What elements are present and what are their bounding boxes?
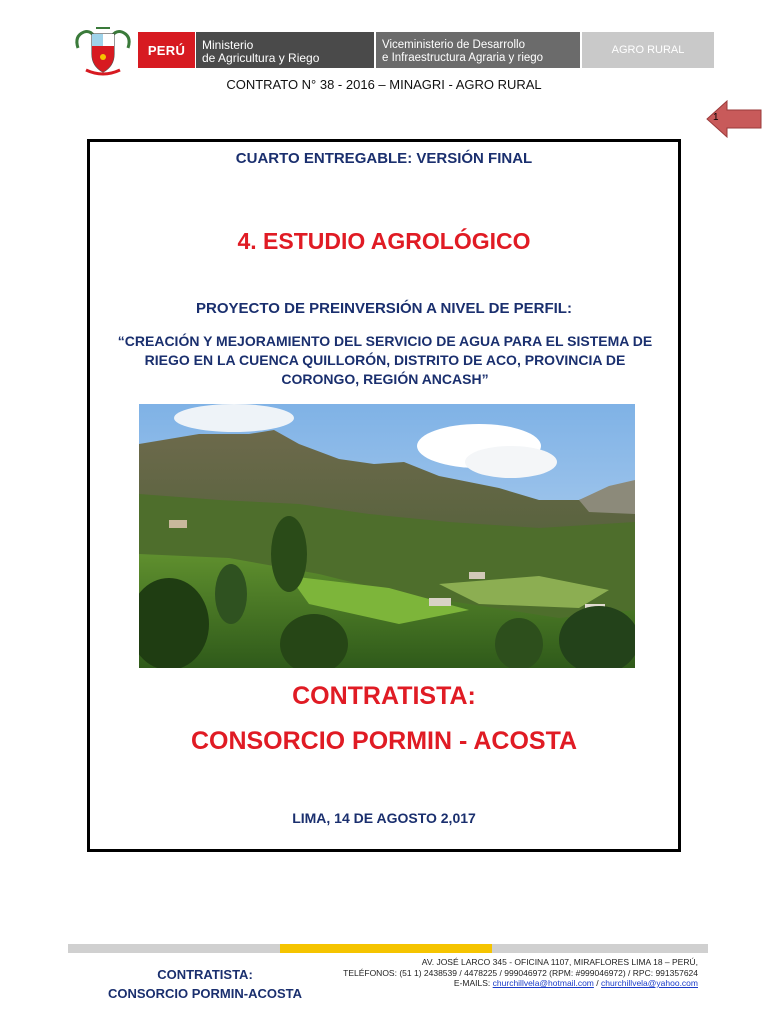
vice-line2: e Infraestructura Agraria y riego [382, 52, 544, 64]
peru-coat-of-arms-icon [72, 26, 134, 76]
footer-bar-gray-left [68, 944, 280, 953]
mountain-landscape-photo [139, 404, 635, 668]
email-link-yahoo[interactable]: churchillvela@yahoo.com [601, 978, 698, 988]
project-description: “CREACIÓN Y MEJORAMIENTO DEL SERVICIO DE AGUA PARA EL SISTEMA DE RIEGO EN LA CUENCA QUILLORÓN, DISTRITO DE ACO, PROVINCIA DE CORONGO, REGIÓN ANCASH” [117, 333, 653, 387]
contract-number: CONTRATO N° 38 - 2016 – MINAGRI - AGRO RURAL [226, 77, 542, 92]
footer-emails [278, 978, 698, 989]
footer-address: AV. JOSÉ LARCO 345 - OFICINA 1107, MIRAFLORES LIMA 18 – PERÚ, [421, 957, 698, 967]
email-link-hotmail[interactable]: churchillvela@hotmail.com [492, 978, 594, 988]
footer-contact [278, 957, 698, 989]
contractor-label: CONTRATISTA: [292, 682, 476, 710]
deliverable-title: CUARTO ENTREGABLE: VERSIÓN FINAL [235, 150, 533, 167]
email-separator: / [596, 978, 599, 988]
study-title: 4. ESTUDIO AGROLÓGICO [237, 228, 531, 254]
footer-bar-gray-right [492, 944, 708, 953]
emails-label: E-MAILS: [453, 978, 491, 988]
footer-contractor-label: CONTRATISTA: [157, 967, 253, 982]
cover-frame [87, 139, 681, 852]
project-heading: PROYECTO DE PREINVERSIÓN A NIVEL DE PERFIL: [196, 300, 572, 317]
page-number: 1 [713, 112, 719, 123]
ministry-badge [196, 32, 374, 68]
vice-line1: Viceministerio de Desarrollo [382, 39, 525, 51]
footer-phones: TELÉFONOS: (51 1) 2438539 / 4478225 / 999046972 (RPM: #999046972) / RPC: 991357624 [343, 967, 698, 978]
place-and-date: LIMA, 14 DE AGOSTO 2,017 [292, 810, 476, 826]
contractor-name: CONSORCIO PORMIN - ACOSTA [190, 727, 578, 755]
page-header [0, 0, 768, 100]
agro-rural-badge: AGRO RURAL [582, 32, 714, 68]
viceministry-badge [376, 32, 580, 68]
footer-bar-yellow [280, 944, 492, 953]
peru-badge: PERÚ [138, 32, 195, 68]
ministry-line2: de Agricultura y Riego [202, 51, 320, 65]
footer-contractor-name: CONSORCIO PORMIN-ACOSTA [107, 986, 303, 1001]
footer-color-bar [68, 944, 708, 953]
ministry-line1: Ministerio [202, 38, 254, 52]
